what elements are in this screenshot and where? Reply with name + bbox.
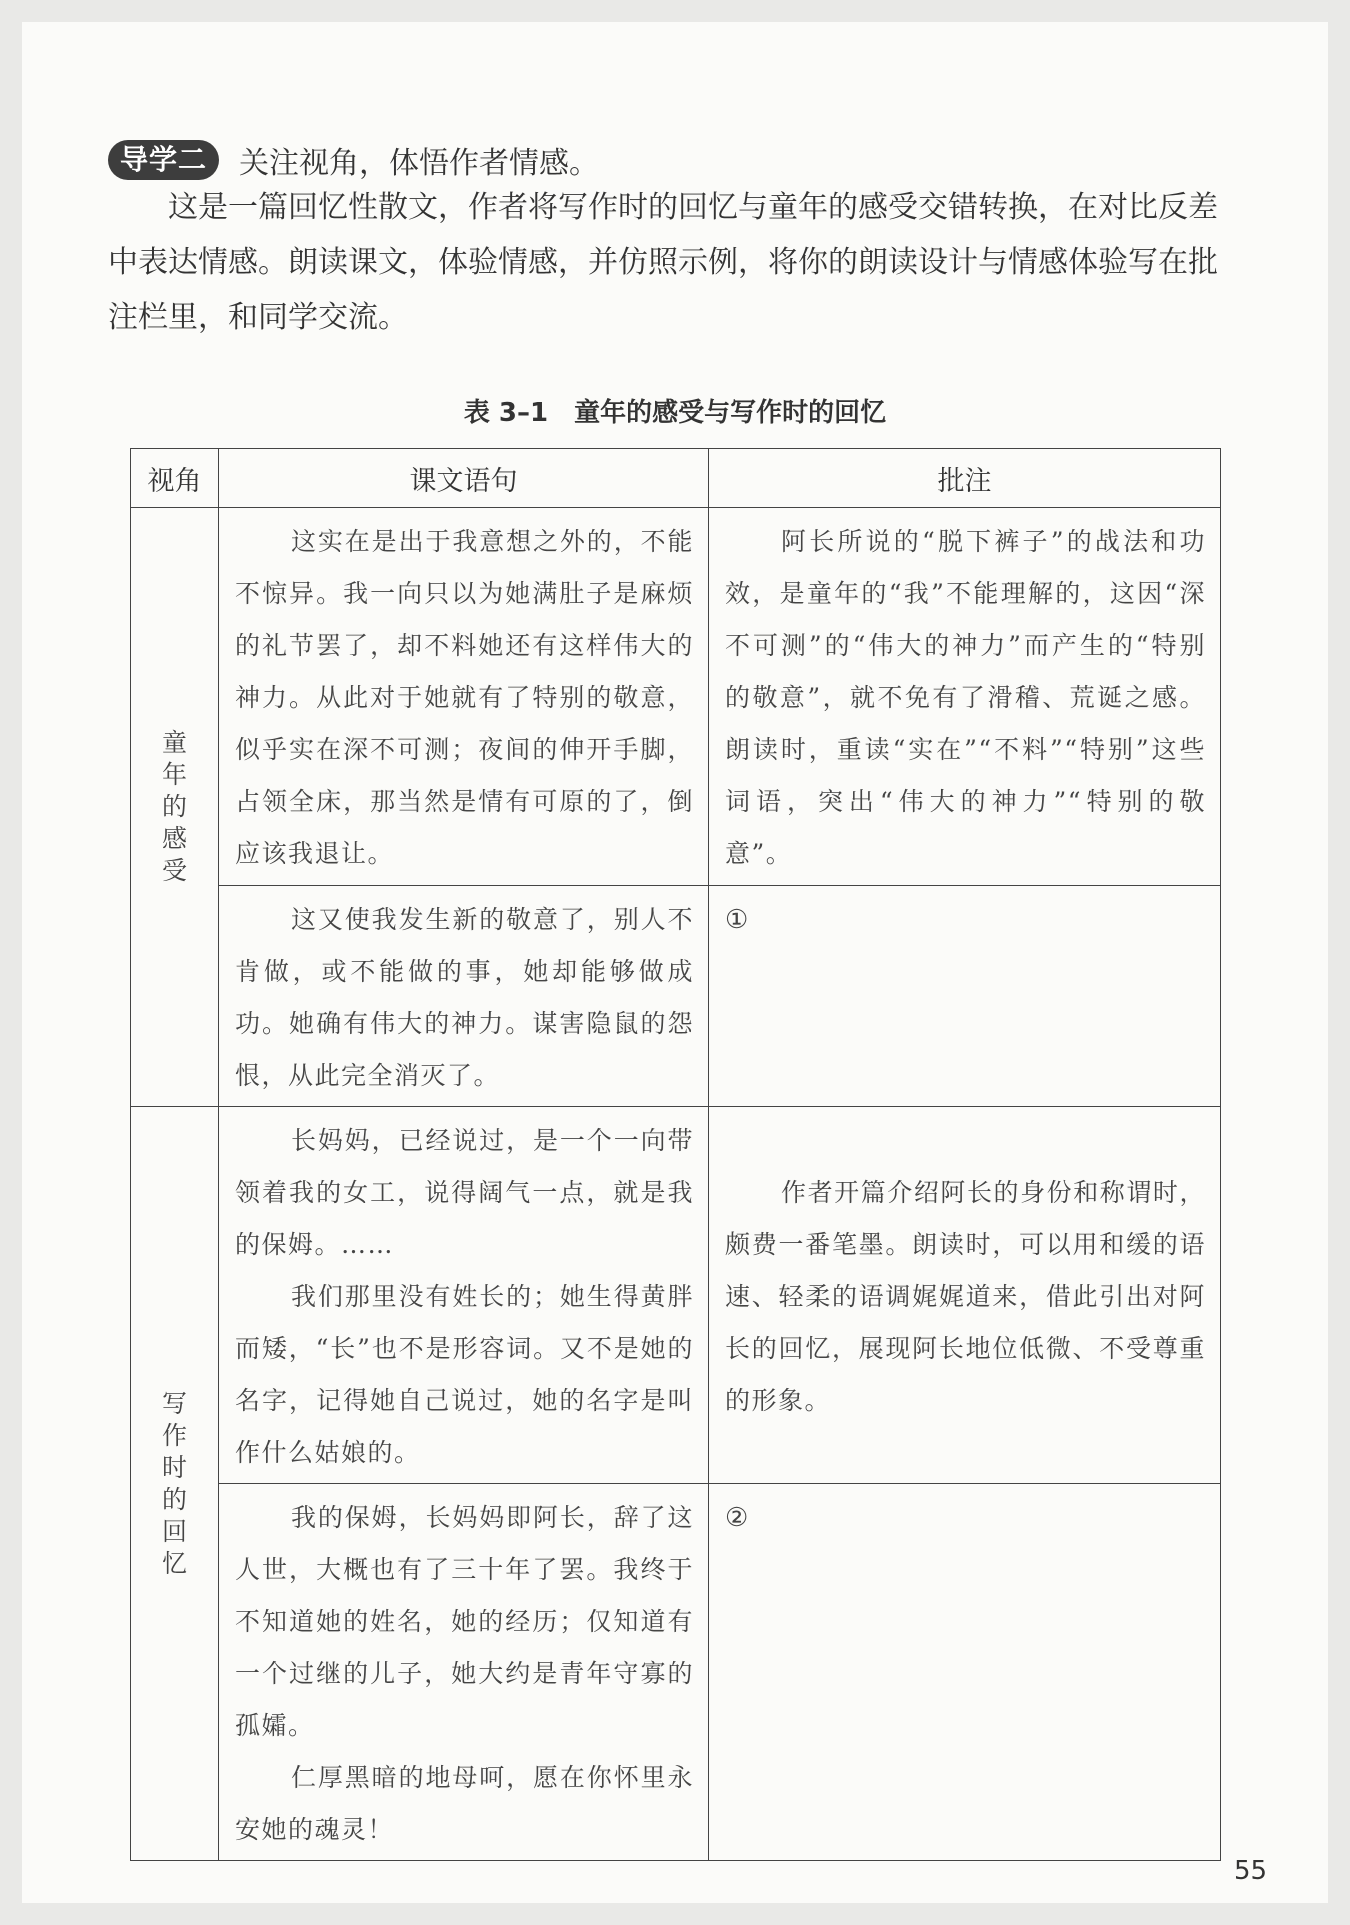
text-paragraph: 这实在是出于我意想之外的，不能不惊异。我一向只以为她满肚子是麻烦的礼节罢了，却不料她还有这样伟大的神力。从此对于她就有了特别的敬意，似乎实在深不可测；夜间的伸开手脚，占领全床，那当然是情有可原的了，倒应该我退让。 [235, 527, 694, 868]
note-blank-1[interactable] [709, 886, 1221, 1107]
blank-marker: ① [725, 905, 749, 935]
note-text: 阿长所说的“脱下裤子”的战法和功效，是童年的“我”不能理解的，这因“深不可测”的“伟大的神力”而产生的“特别的敬意”，就不免有了滑稽、荒诞之感。朗读时，重读“实在”“不料”“特别”这些词语，突出“伟大的神力”“特别的敬意”。 [725, 527, 1206, 868]
note-cell [709, 1107, 1221, 1484]
header-view: 视角 [131, 449, 219, 508]
table-row [131, 886, 1221, 1107]
page-number: 55 [1234, 1856, 1268, 1886]
text-cell [219, 508, 709, 886]
note-cell [709, 508, 1221, 886]
table-row [131, 1484, 1221, 1861]
text-cell [219, 886, 709, 1107]
note-text: 作者开篇介绍阿长的身份和称谓时，颇费一番笔墨。朗读时，可以用和缓的语速、轻柔的语调娓娓道来，借此引出对阿长的回忆，展现阿长地位低微、不受尊重的形象。 [725, 1178, 1206, 1415]
table-header-row [131, 449, 1221, 508]
table-caption: 表 3–1 童年的感受与写作时的回忆 [463, 398, 887, 428]
table-row [131, 508, 1221, 886]
text-paragraph: 我的保姆，长妈妈即阿长，辞了这人世，大概也有了三十年了罢。我终于不知道她的姓名，她的经历；仅知道有一个过继的儿子，她大约是青年守寡的孤孀。 [235, 1503, 694, 1740]
annotation-table [130, 448, 1221, 1861]
view-childhood [131, 508, 219, 1107]
table-row [131, 1107, 1221, 1484]
text-cell [219, 1484, 709, 1861]
blank-marker: ② [725, 1503, 749, 1533]
view-label: 写作时的回忆 [161, 1388, 187, 1578]
section-title: 关注视角，体悟作者情感。 [239, 146, 600, 181]
intro-paragraph: 这是一篇回忆性散文，作者将写作时的回忆与童年的感受交错转换，在对比反差中表达情感。朗读课文，体验情感，并仿照示例，将你的朗读设计与情感体验写在批注栏里，和同学交流。 [108, 190, 1218, 335]
section-badge: 导学二 [108, 140, 219, 180]
section-heading [108, 138, 599, 182]
header-text: 课文语句 [219, 449, 709, 508]
text-paragraph: 这又使我发生新的敬意了，别人不肯做，或不能做的事，她却能够做成功。她确有伟大的神力。谋害隐鼠的怨恨，从此完全消灭了。 [235, 905, 694, 1090]
view-label: 童年的感受 [161, 728, 187, 885]
text-cell [219, 1107, 709, 1484]
text-paragraph: 长妈妈，已经说过，是一个一向带领着我的女工，说得阔气一点，就是我的保姆。…… [235, 1126, 694, 1259]
text-paragraph: 仁厚黑暗的地母呵，愿在你怀里永安她的魂灵！ [235, 1763, 694, 1844]
header-note: 批注 [709, 449, 1221, 508]
note-blank-2[interactable] [709, 1484, 1221, 1861]
view-writing [131, 1107, 219, 1861]
text-paragraph: 我们那里没有姓长的；她生得黄胖而矮，“长”也不是形容词。又不是她的名字，记得她自己说过，她的名字是叫作什么姑娘的。 [235, 1282, 694, 1467]
